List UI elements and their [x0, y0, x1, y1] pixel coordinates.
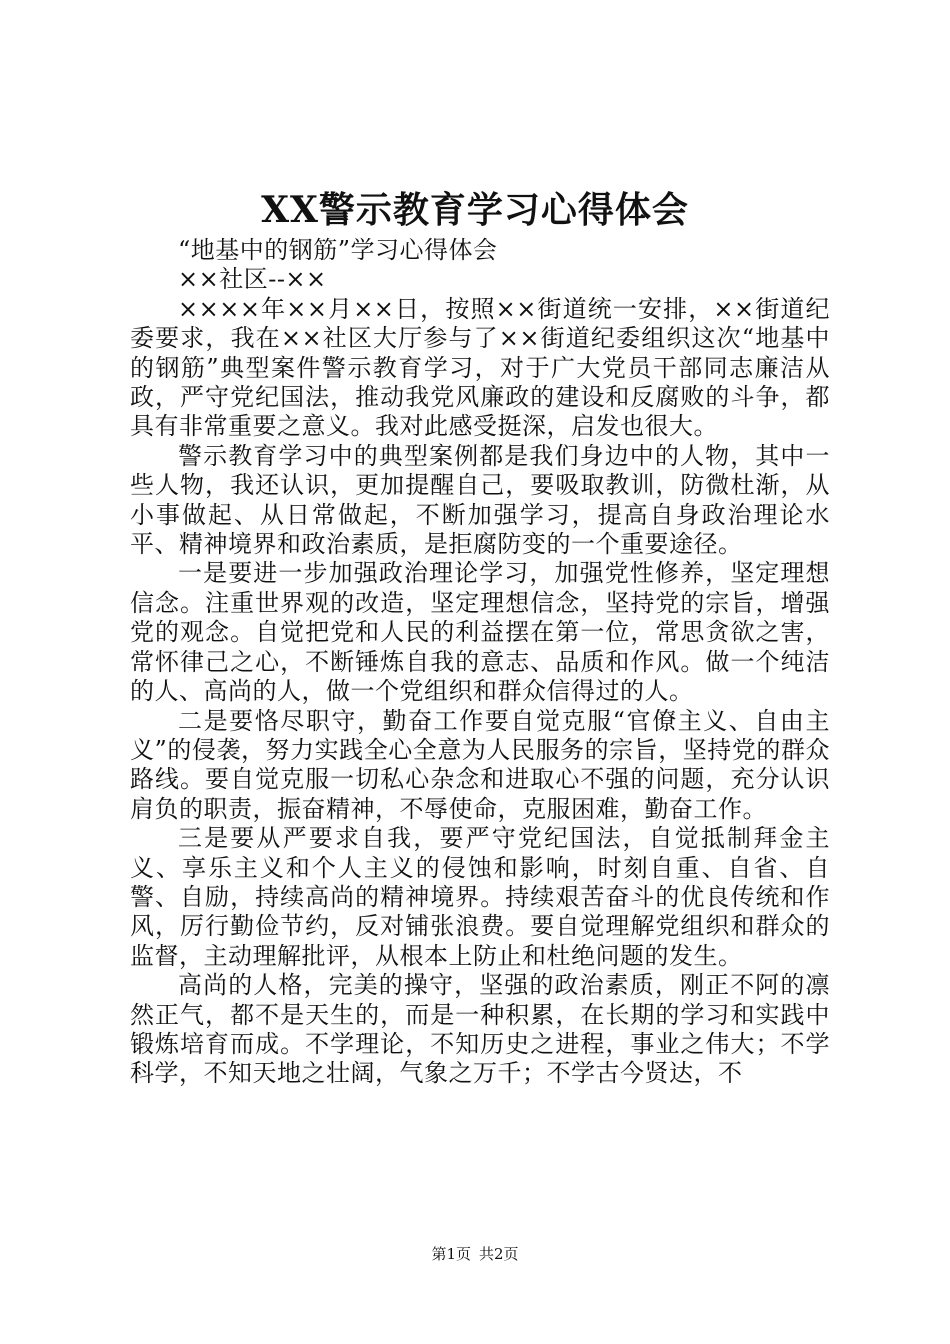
body-paragraph: 警示教育学习中的典型案例都是我们身边中的人物，其中一些人物，我还认识，更加提醒自己，要吸取教训，防微杜渐，从小事做起、从日常做起，不断加强学习，提高自身政治理论水平、精神境界和政治素质，是拒腐防变的一个重要途径。	[130, 441, 830, 559]
body-paragraph: 高尚的人格，完美的操守，坚强的政治素质，刚正不阿的凛然正气，都不是天生的，而是一种积累，在长期的学习和实践中锻炼培育而成。不学理论，不知历史之进程，事业之伟大；不学科学，不知天地之壮阔，气象之万千；不学古今贤达，不	[130, 971, 830, 1088]
author-line: ××社区--××	[178, 265, 327, 294]
page-footer	[0, 1244, 950, 1264]
body-paragraph: ××××年××月××日，按照××街道统一安排，××街道纪委要求，我在××社区大厅参与了××街道纪委组织这次“地基中的钢筋”典型案件警示教育学习，对于广大党员干部同志廉洁从政，严守党纪国法，推动我党风廉政的建设和反腐败的斗争，都具有非常重要之意义。我对此感受挺深，启发也很大。	[130, 294, 830, 441]
document-body	[130, 236, 830, 1089]
body-paragraph: 二是要恪尽职守，勤奋工作要自觉克服“官僚主义、自由主义”的侵袭，努力实践全心全意为人民服务的宗旨，坚持党的群众路线。要自觉克服一切私心杂念和进取心不强的问题，充分认识肩负的职责，振奋精神，不辱使命，克服困难，勤奋工作。	[130, 706, 830, 823]
document-title: XX警示教育学习心得体会	[261, 189, 689, 231]
page-total: 共2页	[479, 1245, 519, 1263]
body-paragraph: 三是要从严要求自我，要严守党纪国法，自觉抵制拜金主义、享乐主义和个人主义的侵蚀和影响，时刻自重、自省、自警、自励，持续高尚的精神境界。持续艰苦奋斗的优良传统和作风，厉行勤俭节约，反对铺张浪费。要自觉理解党组织和群众的监督，主动理解批评，从根本上防止和杜绝问题的发生。	[130, 824, 830, 970]
page-number: 第1页	[431, 1245, 471, 1263]
body-paragraph: 一是要进一步加强政治理论学习，加强党性修养，坚定理想信念。注重世界观的改造，坚定理想信念，坚持党的宗旨，增强党的观念。自觉把党和人民的利益摆在第一位，常思贪欲之害，常怀律己之心，不断锤炼自我的意志、品质和作风。做一个纯洁的人、高尚的人，做一个党组织和群众信得过的人。	[130, 559, 830, 706]
subtitle-paragraph: “地基中的钢筋”学习心得体会	[178, 236, 498, 264]
